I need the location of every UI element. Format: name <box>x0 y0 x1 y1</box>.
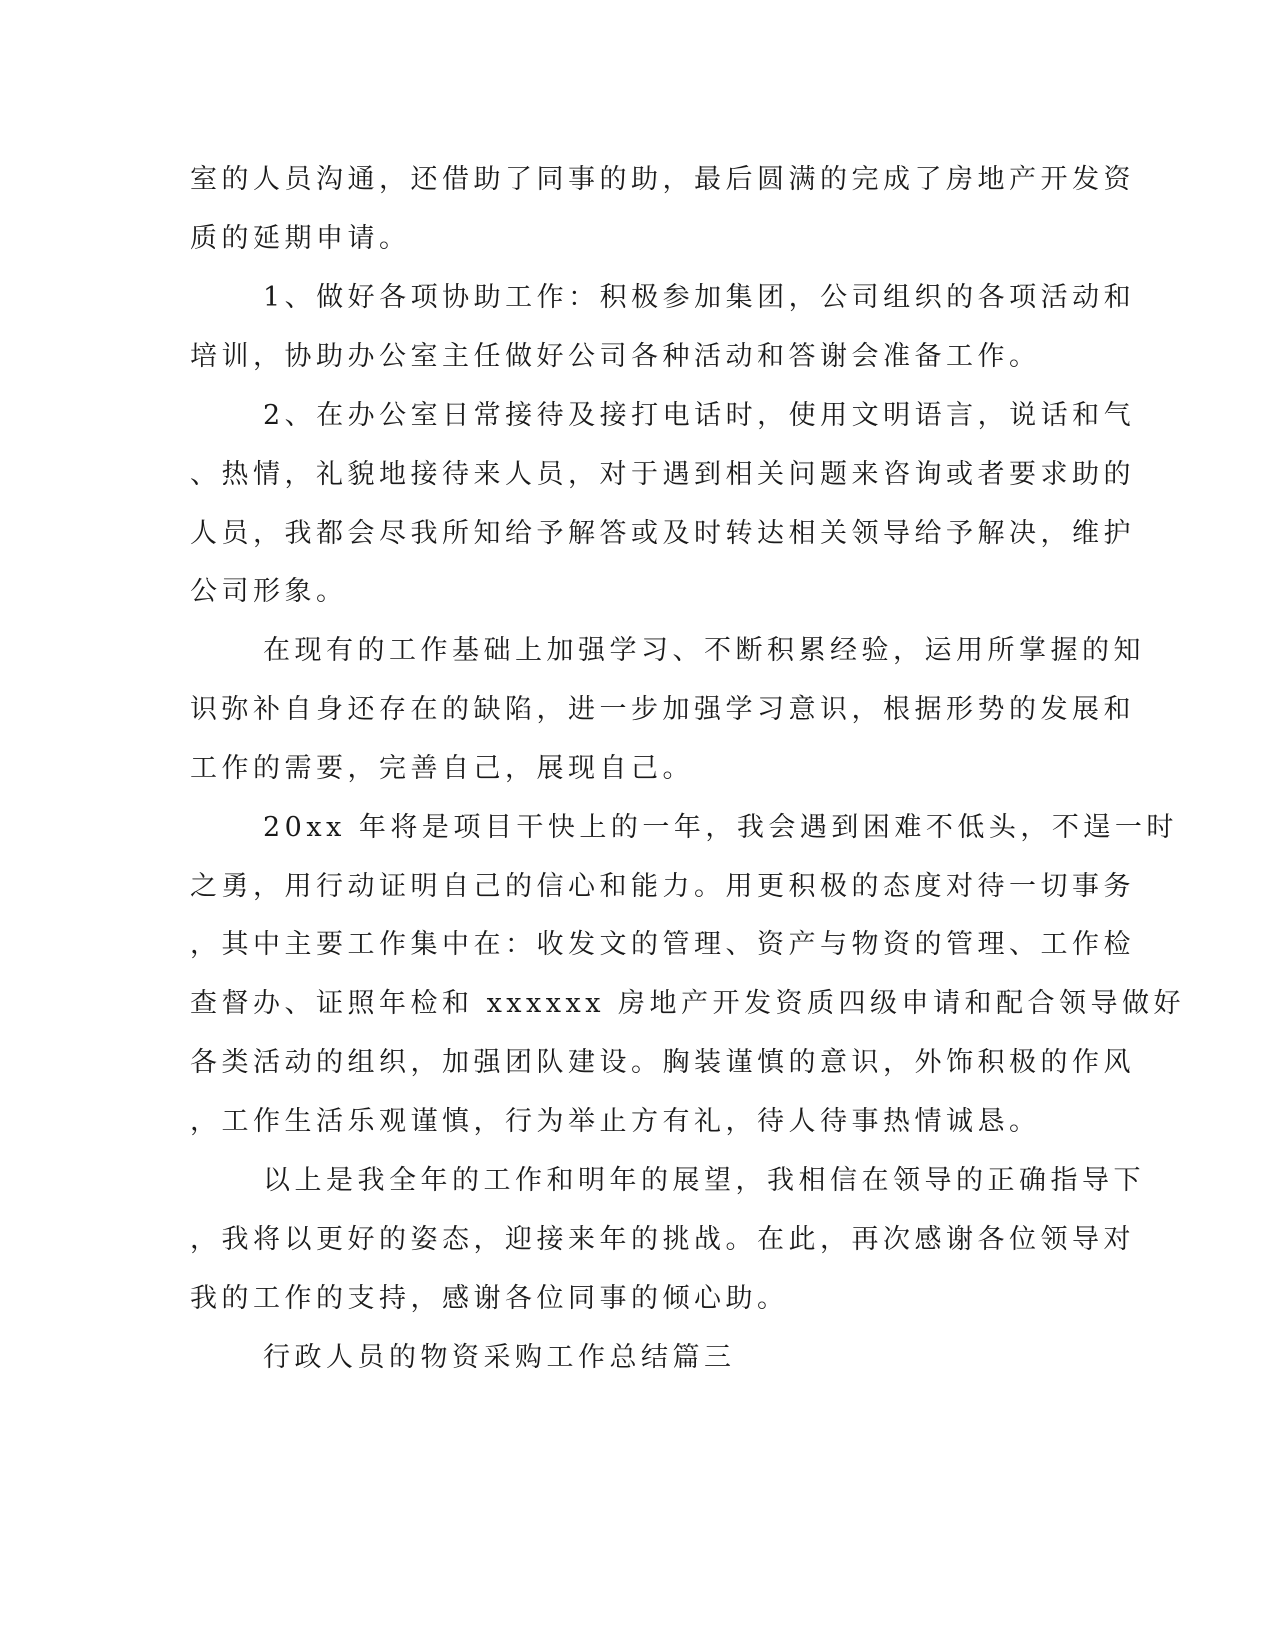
text-line: 我的工作的支持，感谢各位同事的倾心助。 <box>190 1283 789 1314</box>
text-line: 在现有的工作基础上加强学习、不断积累经验，运用所掌握的知 <box>263 635 1145 666</box>
text-line: 之勇，用行动证明自己的信心和能力。用更积极的态度对待一切事务 <box>190 871 1135 902</box>
text-line: 各类活动的组织，加强团队建设。胸装谨慎的意识，外饰积极的作风 <box>190 1047 1135 1078</box>
text-line: 1、做好各项协助工作：积极参加集团，公司组织的各项活动和 <box>263 282 1136 313</box>
text-line: 人员，我都会尽我所知给予解答或及时转达相关领导给予解决，维护 <box>190 518 1135 549</box>
text-line: ，其中主要工作集中在：收发文的管理、资产与物资的管理、工作检 <box>190 929 1135 960</box>
text-line: 质的延期申请。 <box>190 223 411 254</box>
section-heading: 行政人员的物资采购工作总结篇三 <box>263 1342 736 1373</box>
text-line: 培训，协助办公室主任做好公司各种活动和答谢会准备工作。 <box>190 341 1041 372</box>
text-line: ，我将以更好的姿态，迎接来年的挑战。在此，再次感谢各位领导对 <box>190 1224 1135 1255</box>
text-line: 、热情，礼貌地接待来人员，对于遇到相关问题来咨询或者要求助的 <box>190 459 1135 490</box>
text-line: 20xx 年将是项目干快上的一年，我会遇到困难不低头，不逞一时 <box>263 812 1178 843</box>
text-line: 2、在办公室日常接待及接打电话时，使用文明语言，说话和气 <box>263 400 1136 431</box>
text-line: 室的人员沟通，还借助了同事的助，最后圆满的完成了房地产开发资 <box>190 164 1135 195</box>
text-line: 以上是我全年的工作和明年的展望，我相信在领导的正确指导下 <box>263 1165 1145 1196</box>
text-line: 查督办、证照年检和 xxxxxx 房地产开发资质四级申请和配合领导做好 <box>190 988 1186 1019</box>
text-line: ，工作生活乐观谨慎，行为举止方有礼，待人待事热情诚恳。 <box>190 1106 1041 1137</box>
text-line: 公司形象。 <box>190 576 348 607</box>
text-line: 工作的需要，完善自己，展现自己。 <box>190 753 694 784</box>
text-line: 识弥补自身还存在的缺陷，进一步加强学习意识，根据形势的发展和 <box>190 694 1135 725</box>
